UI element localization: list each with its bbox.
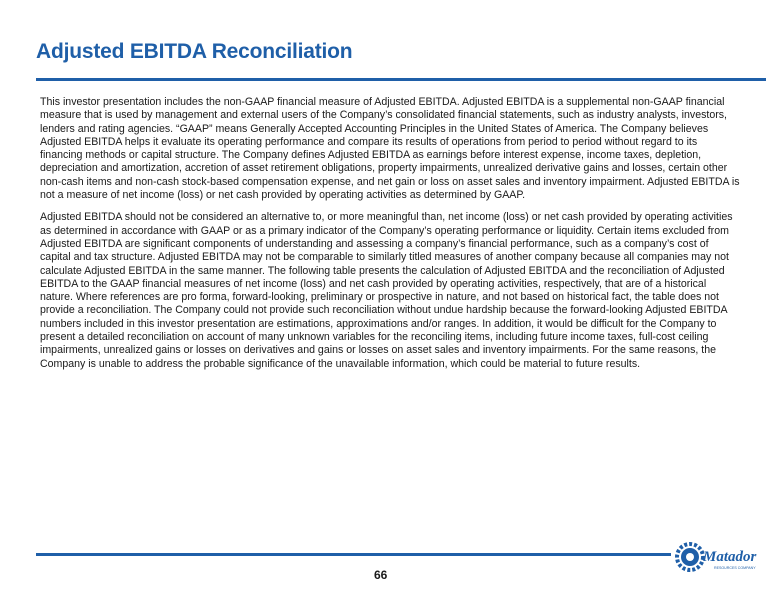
page-title: Adjusted EBITDA Reconciliation xyxy=(36,40,353,63)
page-number: 66 xyxy=(374,568,388,582)
body-text xyxy=(40,96,740,380)
matador-logo xyxy=(674,536,772,578)
logo-wordmark: Matador xyxy=(703,549,757,565)
paragraph-2: Adjusted EBITDA should not be considered an alternative to, or more meaningful than, net income (loss) or net cash provided by operating activities as determined in accordance with GAAP or as a primary indicator of the Company’s operating performance or liquidity. Certain items excluded from Adjusted EBITDA are significant components of understanding and assessing a company’s financial performance, such as a company’s cost of capital and tax structure. Adjusted EBITDA may not be comparable to similarly titled measures of another company because all companies may not calculate Adjusted EBITDA in the same manner. The following table presents the calculation of Adjusted EBITDA and the reconciliation of Adjusted EBITDA to the GAAP financial measures of net income (loss) and net cash provided by operating activities, respectively, that are of a historical nature. Where references are pro forma, forward-looking, preliminary or prospective in nature, and not based on historical fact, the table does not provide a reconciliation. The Company could not provide such reconciliation without undue hardship because the forward-looking Adjusted EBITDA numbers included in this investor presentation are estimations, approximations and/or ranges. In addition, it would be difficult for the Company to present a detailed reconciliation on account of many unknown variables for the reconciling items, including future income taxes, full-cost ceiling impairments, unrealized gains or losses on derivatives and gains or losses on asset sales and inventory impairments. For the same reasons, the Company is unable to address the probable significance of the unavailable information, which could be material to future results. xyxy=(40,211,733,370)
title-divider xyxy=(36,78,766,81)
logo-subtext: RESOURCES COMPANY xyxy=(714,566,756,570)
gear-icon xyxy=(677,544,703,570)
footer-divider xyxy=(36,553,671,556)
paragraph-1: This investor presentation includes the non-GAAP financial measure of Adjusted EBITDA. Adjusted EBITDA is a supplemental non-GAAP financial measure that is used by management and external users of the Company’s consolidated financial statements, such as industry analysts, investors, lenders and rating agencies. “GAAP” means Generally Accepted Accounting Principles in the United States of America. The Company believes Adjusted EBITDA helps it evaluate its operating performance and compare its results of operations from period to period without regard to its financing methods or capital structure. The Company defines Adjusted EBITDA as earnings before interest expense, income taxes, depletion, depreciation and amortization, accretion of asset retirement obligations, property impairments, unrealized derivative gains and losses, certain other non-cash items and non-cash stock-based compensation expense, and net gain or loss on asset sales and inventory impairment. Adjusted EBITDA is not a measure of net income (loss) or net cash provided by operating activities as determined by GAAP. xyxy=(40,96,740,202)
